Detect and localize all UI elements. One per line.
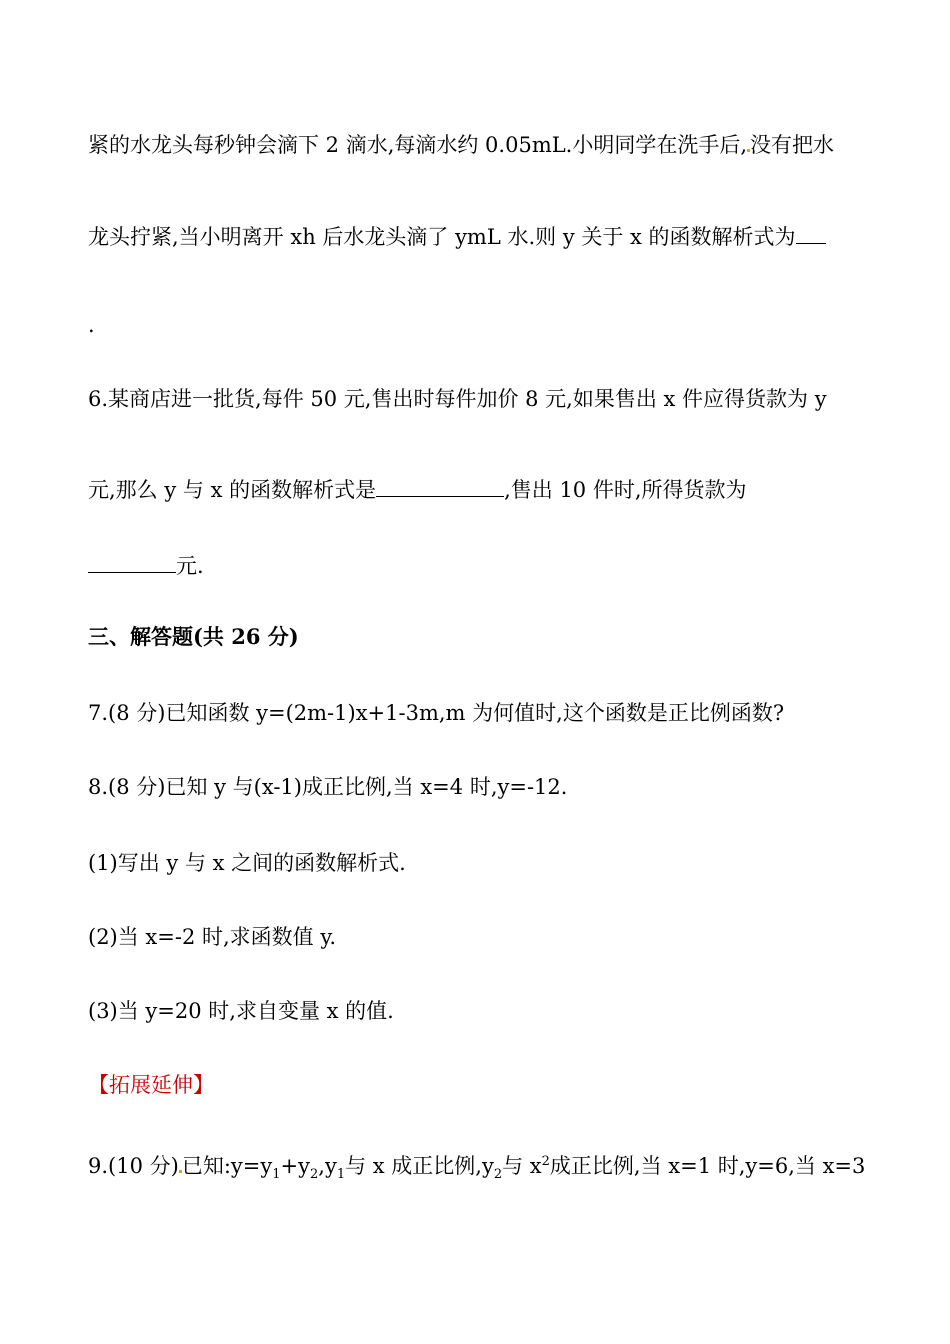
q8-part-3-text: (3)当 y=20 时,求自变量 x 的值. [88,999,394,1023]
q9-text-5: 与 x 成正比例,y [345,1154,494,1178]
answer-blank-q6-amount[interactable] [88,550,176,573]
q6-line-1 [88,384,827,414]
q7-text: 7.(8 分)已知函数 y=(2m-1)x+1-3m,m 为何值时,这个函数是正比例函数? [88,701,785,725]
q8-part-1 [88,848,406,878]
q9-sub-4: 2 [493,1167,503,1183]
q8-part-2-text: (2)当 x=-2 时,求函数值 y. [88,925,337,949]
q9-sub-3: 1 [336,1167,346,1183]
answer-blank-q6-formula[interactable] [376,474,504,497]
section-3-title: 三、解答题(共 26 分) [88,624,299,649]
q9-text-6: 与 x [502,1154,542,1178]
answer-blank-q5[interactable] [796,221,826,244]
q6-line-2-text-a: 元,那么 y 与 x 的函数解析式是 [88,478,377,502]
q7 [88,698,784,728]
q9-text-7: 成正比例,当 x=1 时,y=6,当 x=3 [549,1154,866,1178]
q9-text-2: 已知:y=y [181,1154,273,1178]
q6-line-3-text: 元. [176,554,204,578]
q6-line-1-text: 6.某商店进一批货,每件 50 元,售出时每件加价 8 元,如果售出 x 件应得货款为 y [88,387,827,411]
q6-line-2 [88,474,747,505]
q8-part-3 [88,996,394,1026]
q9-sup: 2 [541,1154,550,1169]
q5-line-2 [88,221,826,252]
section-3-heading [88,622,299,652]
q8-part-1-text: (1)写出 y 与 x 之间的函数解析式. [88,851,406,875]
q5-line-3 [88,310,95,340]
q9-text-3: +y [280,1154,310,1178]
q8-part-2 [88,922,336,952]
extension-heading [88,1070,214,1100]
q9-sub-2: 2 [309,1167,319,1183]
q9-text-1: 9.(10 分) [88,1154,179,1178]
q6-line-2-text-b: ,售出 10 件时,所得货款为 [504,478,747,502]
extension-title: 【拓展延伸】 [88,1073,214,1097]
q5-line-2-text: 龙头拧紧,当小明离开 xh 后水龙头滴了 ymL 水.则 y 关于 x 的函数解析式为 [88,225,796,249]
q5-line-1-text-b: 没有把水 [750,133,835,157]
q5-line-3-text: . [88,313,95,337]
q5-line-1 [88,130,834,160]
q9-sub-1: 1 [272,1167,281,1183]
q6-line-3 [88,550,204,581]
q8 [88,772,567,802]
q5-line-1-text-a: 紧的水龙头每秒钟会滴下 2 滴水,每滴水约 0.05mL.小明同学在洗手后, [88,133,748,157]
q9-text-4: ,y [318,1154,337,1178]
q9 [88,1147,865,1190]
q8-text: 8.(8 分)已知 y 与(x-1)成正比例,当 x=4 时,y=-12. [88,775,568,799]
